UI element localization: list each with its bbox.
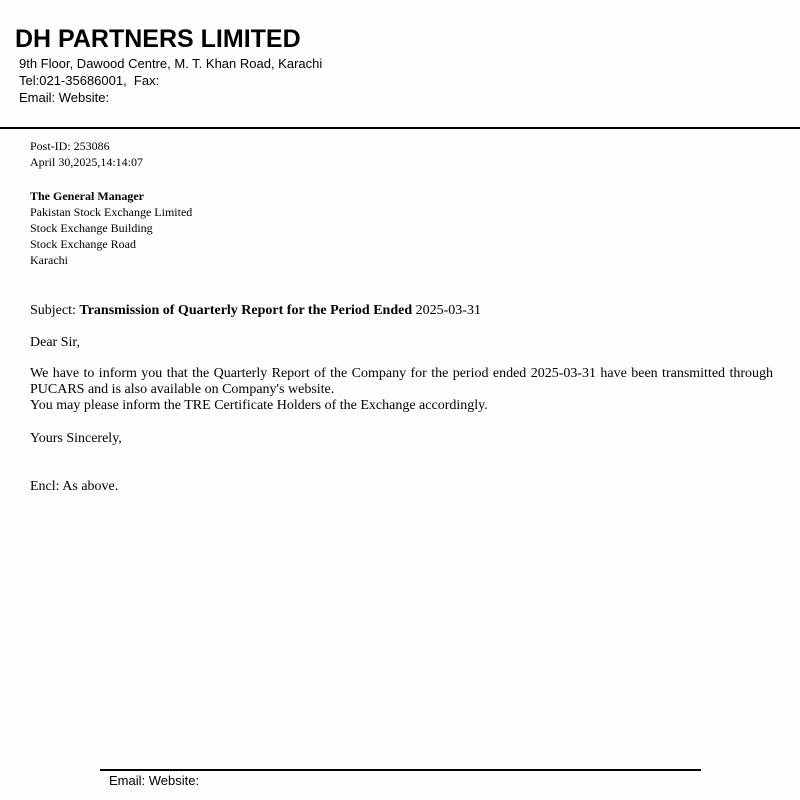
subject-label: Subject:: [30, 303, 76, 318]
addressee-line: Stock Exchange Building: [30, 221, 153, 235]
body-paragraph: You may please inform the TRE Certificate Holders of the Exchange accordingly.: [30, 398, 488, 413]
addressee-block: [30, 188, 192, 268]
company-email-website: Email: Website:: [19, 90, 110, 105]
subject-line: [30, 302, 481, 320]
closing: Yours Sincerely,: [30, 431, 122, 446]
company-name: DH PARTNERS LIMITED: [15, 25, 301, 53]
addressee-line: Karachi: [30, 253, 68, 267]
salutation: Dear Sir,: [30, 335, 80, 350]
subject-text: Transmission of Quarterly Report for the Period Ended: [79, 303, 413, 318]
addressee-line: Stock Exchange Road: [30, 237, 136, 251]
body-paragraph: We have to inform you that the Quarterly Report of the Company for the period ended 2025-03-31 have been transmitted through PUCARS and is also available on Company's website.: [30, 366, 773, 397]
company-tel-fax: Tel:021-35686001, Fax:: [19, 73, 160, 88]
footer-email-website: Email: Website:: [109, 773, 200, 788]
enclosure: Encl: As above.: [30, 479, 119, 494]
addressee-title: The General Manager: [30, 189, 144, 203]
header-divider: [0, 127, 800, 129]
post-id: Post-ID: 253086: [30, 139, 110, 153]
letter-body: [30, 366, 773, 414]
addressee-line: Pakistan Stock Exchange Limited: [30, 205, 193, 219]
subject-date: 2025-03-31: [415, 303, 481, 318]
footer-divider: [100, 769, 701, 771]
company-address: 9th Floor, Dawood Centre, M. T. Khan Road, Karachi: [19, 56, 323, 71]
letter-date: April 30,2025,14:14:07: [30, 155, 143, 169]
